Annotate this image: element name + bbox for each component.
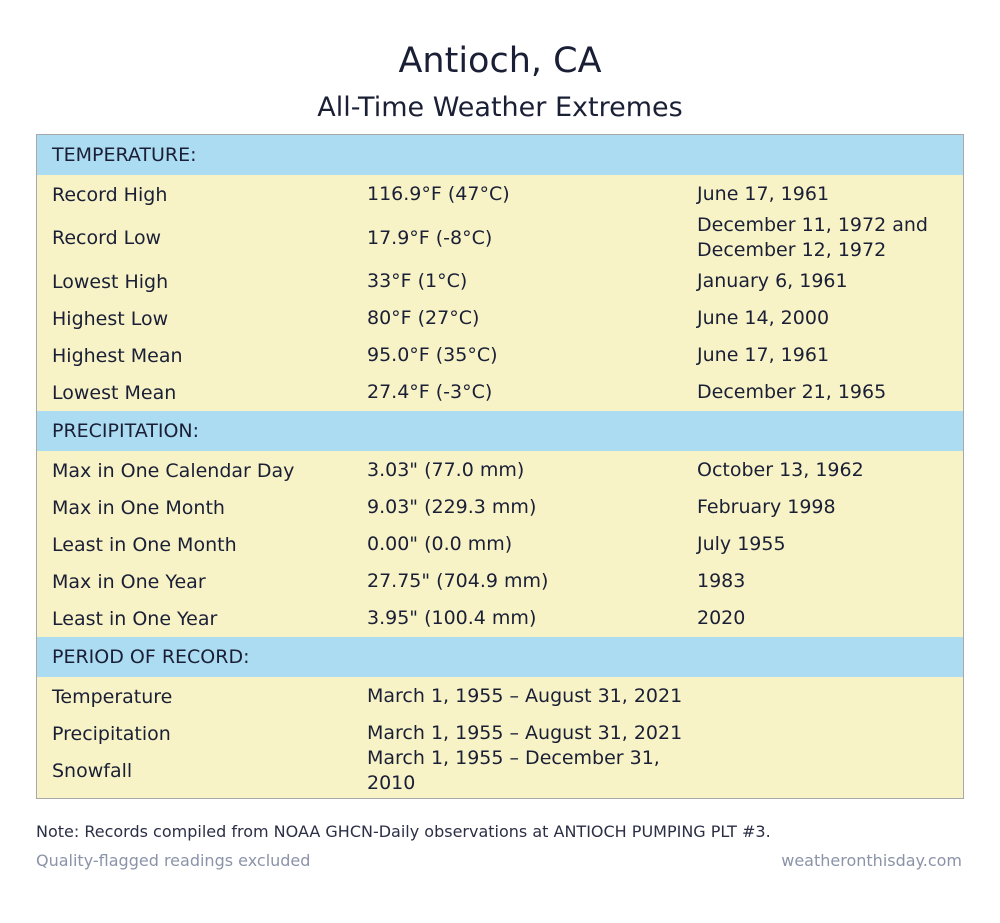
row-date: February 1998 <box>697 496 836 518</box>
table-row <box>37 526 963 563</box>
row-date: July 1955 <box>697 533 786 555</box>
row-date: January 6, 1961 <box>697 270 848 292</box>
table-row <box>37 300 963 337</box>
row-value: 27.4°F (-3°C) <box>367 381 493 403</box>
row-value: 27.75" (704.9 mm) <box>367 570 549 592</box>
table-row <box>37 452 963 489</box>
page-title: Antioch, CA <box>398 41 602 81</box>
section-header-period-of-record: PERIOD OF RECORD: <box>37 637 963 677</box>
table-row <box>37 746 963 794</box>
row-value: 95.0°F (35°C) <box>367 344 498 366</box>
row-label: Highest Low <box>52 307 169 330</box>
section-header-temperature: TEMPERATURE: <box>37 135 963 175</box>
row-label: Record Low <box>52 227 162 249</box>
records-note: Note: Records compiled from NOAA GHCN-Daily observations at ANTIOCH PUMPING PLT #3. <box>36 822 771 841</box>
row-value: March 1, 1955 – August 31, 2021 <box>367 685 683 707</box>
row-label: Max in One Calendar Day <box>52 459 295 482</box>
section-header-precipitation: PRECIPITATION: <box>37 411 963 451</box>
row-date: June 17, 1961 <box>697 183 830 205</box>
table-row <box>37 176 963 213</box>
page-subtitle: All-Time Weather Extremes <box>317 92 683 123</box>
row-date: June 17, 1961 <box>697 344 830 366</box>
row-label: Lowest Mean <box>52 381 177 404</box>
site-credit: weatheronthisday.com <box>781 851 962 870</box>
row-label: Snowfall <box>52 759 133 782</box>
row-label: Record High <box>52 183 168 206</box>
row-date: December 11, 1972 and December 12, 1972 <box>697 214 928 261</box>
row-value: 17.9°F (-8°C) <box>367 226 493 249</box>
table-row <box>37 600 963 637</box>
row-label: Temperature <box>52 685 173 708</box>
row-value: 3.95" (100.4 mm) <box>367 607 537 629</box>
row-date: 1983 <box>697 570 746 592</box>
row-value: 116.9°F (47°C) <box>367 183 510 205</box>
row-label: Precipitation <box>52 722 171 745</box>
row-label: Least in One Year <box>52 607 218 630</box>
table-row <box>37 374 963 411</box>
row-label: Max in One Year <box>52 570 206 593</box>
table-row <box>37 213 963 263</box>
table-row <box>37 489 963 526</box>
row-value: March 1, 1955 – August 31, 2021 <box>367 722 683 744</box>
row-value: March 1, 1955 – December 31, 2010 <box>367 746 660 794</box>
extremes-table <box>36 134 964 799</box>
row-value: 9.03" (229.3 mm) <box>367 496 537 518</box>
table-row <box>37 563 963 600</box>
row-date: June 14, 2000 <box>697 307 830 329</box>
row-value: 3.03" (77.0 mm) <box>367 459 525 481</box>
row-label: Least in One Month <box>52 533 237 556</box>
table-row <box>37 337 963 374</box>
row-value: 80°F (27°C) <box>367 307 480 329</box>
table-row <box>37 263 963 300</box>
row-date: October 13, 1962 <box>697 459 864 481</box>
row-label: Highest Mean <box>52 344 183 367</box>
row-label: Max in One Month <box>52 496 225 519</box>
row-value: 0.00" (0.0 mm) <box>367 533 513 555</box>
row-date: December 21, 1965 <box>697 381 887 403</box>
table-row <box>37 678 963 715</box>
quality-footnote: Quality-flagged readings excluded <box>36 851 311 870</box>
row-date: 2020 <box>697 607 746 629</box>
row-value: 33°F (1°C) <box>367 270 468 292</box>
row-label: Lowest High <box>52 270 169 293</box>
